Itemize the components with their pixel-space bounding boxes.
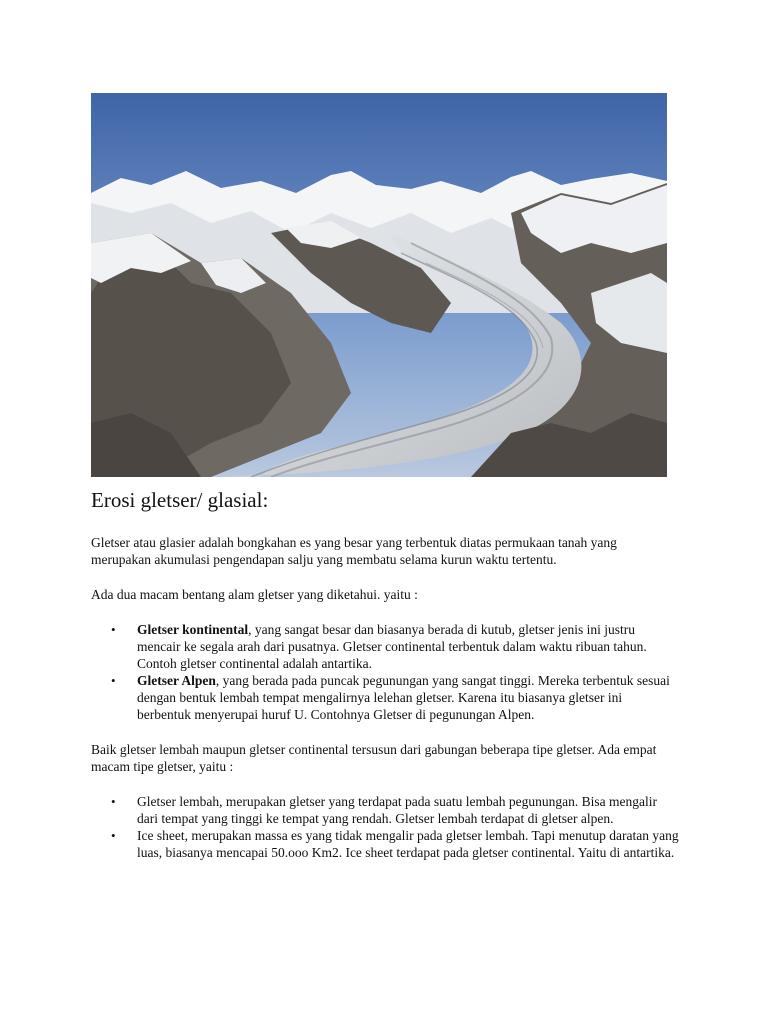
- landform-type-list: [91, 621, 679, 723]
- types-intro-paragraph: Ada dua macam bentang alam gletser yang diketahui. yaitu :: [91, 587, 418, 602]
- list-item-term: Gletser kontinental: [137, 622, 249, 637]
- list-item-text: Gletser lembah, merupakan gletser yang terdapat pada suatu lembah pegunungan. Bisa mengalir dari tempat yang tinggi ke tempat yang rendah. Gletser lembah terdapat di gletser alpen.: [137, 794, 657, 826]
- intro-paragraph: Gletser atau glasier adalah bongkahan es yang besar yang terbentuk diatas permukaan tanah yang merupakan akumulasi pengendapan salju yang membatu selama kurun waktu tertentu.: [91, 535, 617, 567]
- list-item-text: , yang sangat besar dan biasanya berada di kutub, gletser jenis ini justru mencair ke segala arah dari pusatnya. Gletser continental terbentuk dalam waktu ribuan tahun. Contoh gletser continental adalah antartika.: [137, 622, 647, 671]
- glacier-photo: [91, 93, 667, 477]
- list-item: [91, 827, 679, 861]
- list-item: [91, 621, 679, 672]
- list-item-text: Ice sheet, merupakan massa es yang tidak mengalir pada gletser lembah. Tapi menutup daratan yang luas, biasanya mencapai 50.ooo Km2. Ice sheet terdapat pada gletser continental. Yaitu di antartika.: [137, 828, 679, 860]
- list-item: [91, 793, 679, 827]
- article-body: [91, 486, 679, 879]
- bullet-icon: •: [111, 828, 116, 843]
- list-item-term: Gletser Alpen: [137, 673, 216, 688]
- bullet-icon: •: [111, 673, 116, 688]
- glacier-type-list: [91, 793, 679, 861]
- bullet-icon: •: [111, 622, 116, 637]
- composition-paragraph: Baik gletser lembah maupun gletser continental tersusun dari gabungan beberapa tipe gletser. Ada empat macam tipe gletser, yaitu :: [91, 742, 657, 774]
- page-title: Erosi gletser/ glasial:: [91, 488, 269, 512]
- bullet-icon: •: [111, 794, 116, 809]
- list-item-text: , yang berada pada puncak pegunungan yang sangat tinggi. Mereka terbentuk sesuai dengan bentuk lembah tempat mengalirnya lelehan gletser. Karena itu biasanya gletser ini berbentuk menyerupai huruf U. Contohnya Gletser di pegunungan Alpen.: [137, 673, 670, 722]
- list-item: [91, 672, 679, 723]
